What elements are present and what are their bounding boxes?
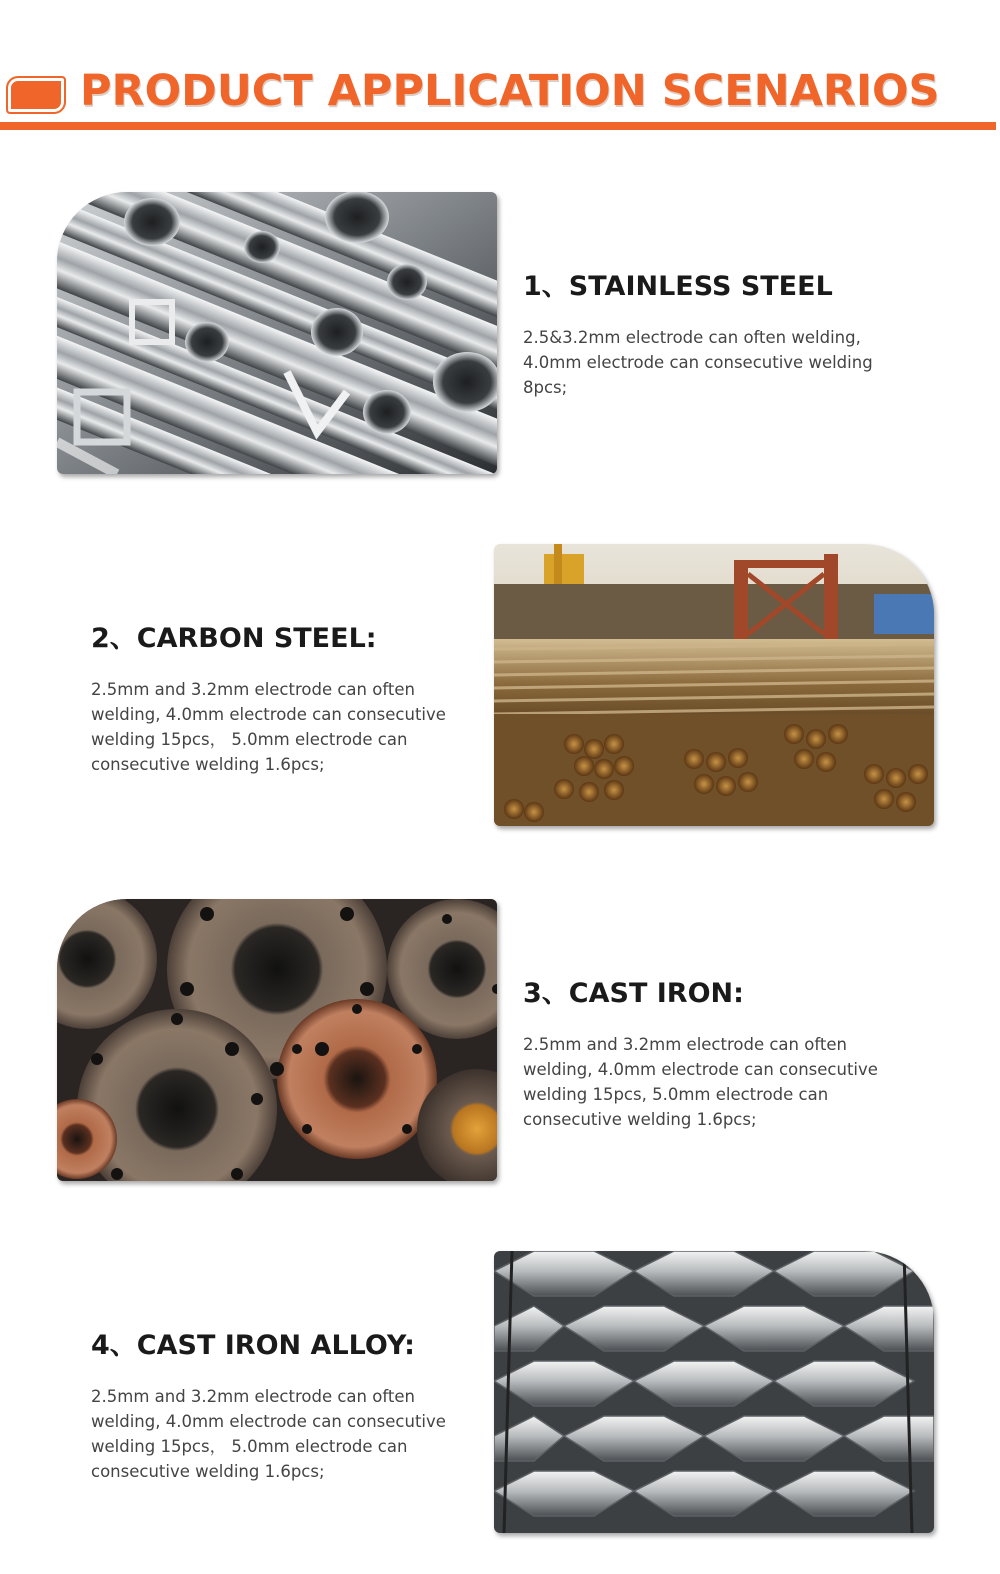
stainless-steel-text <box>523 264 903 400</box>
cast-iron-alloy-text <box>91 1323 471 1484</box>
scenario-carbon-steel <box>0 544 1000 829</box>
section-description: 2.5&3.2mm electrode can often welding, 4.0mm electrode can consecutive welding 8pcs; <box>523 328 873 397</box>
carbon-steel-text <box>91 616 471 777</box>
section-description: 2.5mm and 3.2mm electrode can often welding, 4.0mm electrode can consecutive welding 15pcs， 5.0mm electrode can consecutive welding 1.6pcs; <box>91 1387 446 1481</box>
header-divider <box>0 122 996 130</box>
section-title: 3、CAST IRON: <box>523 978 744 1009</box>
rebar-bundles-photo <box>494 544 934 826</box>
page-title: PRODUCT APPLICATION SCENARIOS <box>80 66 940 116</box>
header-badge-icon <box>6 76 66 114</box>
stainless-steel-pipes-photo <box>57 192 497 474</box>
cast-iron-text <box>523 971 903 1132</box>
scenario-cast-iron-alloy <box>0 1251 1000 1536</box>
scenario-stainless-steel <box>0 192 1000 477</box>
scenario-cast-iron <box>0 899 1000 1184</box>
section-title: 2、CARBON STEEL: <box>91 623 377 654</box>
section-description: 2.5mm and 3.2mm electrode can often welding, 4.0mm electrode can consecutive welding 15pcs， 5.0mm electrode can consecutive welding 1.6pcs; <box>91 680 446 774</box>
section-title: 1、STAINLESS STEEL <box>523 271 833 302</box>
cast-iron-flanges-photo <box>57 899 497 1181</box>
metal-ingots-photo <box>494 1251 934 1533</box>
section-description: 2.5mm and 3.2mm electrode can often welding, 4.0mm electrode can consecutive welding 15pcs, 5.0mm electrode can consecutive welding 1.6pcs; <box>523 1035 878 1129</box>
section-title: 4、CAST IRON ALLOY: <box>91 1330 415 1361</box>
page-header <box>0 0 1000 140</box>
